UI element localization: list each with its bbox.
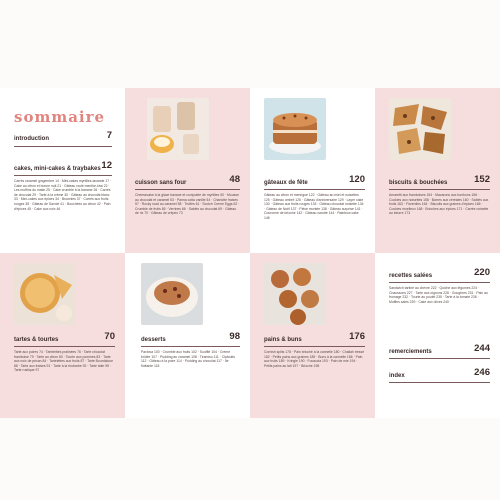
section-fete-rule: [264, 189, 365, 190]
section-sales-rule: [389, 282, 490, 283]
section-desserts-entries: Pavlova 100 · Crumble aux fruits 102 · Soufflé 104 · Crème brûlée 107 · Pudding au caramel 108 · Tiramisu 111 · Clafoutis 112 · Gâteau à la poire 114 · Pudding au chocolat 117 · Île flottante 118: [141, 350, 235, 368]
section-cakes-label: cakes, mini-cakes & traybakes: [14, 166, 101, 172]
section-tartes-page: 70: [104, 331, 115, 342]
section-biscuits-entries: Amaretti aux framboises 154 · Macarons aux bonbons 156 · Cookies aux noisettes 158 · Barres aux céréales 160 · Sablés aux fruits 163 · Florentins 164 · Biscuits aux graines d'épices 166 · Cookies moelleux 168 · Brioches aux épices 171 · Carrés noisette au beurre 173: [389, 193, 489, 216]
section-cuisson-page: 48: [229, 174, 240, 185]
index-page: 246: [474, 367, 490, 378]
tart-image: [14, 263, 76, 325]
section-tartes-rule: [14, 346, 115, 347]
tartes-photo: [14, 263, 76, 325]
biscuits-image: [389, 98, 451, 160]
panel-sales: [375, 253, 500, 418]
panel-pains: [250, 253, 375, 418]
section-pains-page: 176: [349, 331, 365, 342]
section-cakes-page: 12: [101, 160, 112, 171]
intro-label: introduction: [14, 136, 49, 142]
desserts-photo: [141, 263, 203, 325]
intro-column: [0, 88, 125, 253]
intro-page: 7: [106, 130, 112, 141]
section-fete-entries: Gâteau au citron et meringue 122 · Gâteau au miel et noisettes 125 · Gâteau ombré 126 · Gâteau d'anniversaire 129 · Layer cake 130 · Gâteau aux fruits rouges 133 · Gâteau chocolat noisette 134 · Gâteau de Noël 137 · Pièce montée 138 · Gâteau surprise 141 · Couronne de brioche 142 · Gâteau carotte 144 · Rainbow cake 146: [264, 193, 364, 220]
section-biscuits-label[interactable]: biscuits & bouchées: [389, 180, 448, 186]
index-label[interactable]: index: [389, 373, 405, 379]
remerciements-page: 244: [474, 343, 490, 354]
panel-biscuits: [375, 88, 500, 253]
section-biscuits-page: 152: [474, 174, 490, 185]
biscuits-photo: [389, 98, 451, 160]
section-desserts-label[interactable]: desserts: [141, 337, 166, 343]
section-cuisson-label[interactable]: cuisson sans four: [135, 180, 187, 186]
cuisson-photo: [147, 98, 209, 160]
panel-fete: [250, 88, 375, 253]
section-sales-page: 220: [474, 267, 490, 278]
section-sales-entries: Sandwich tartiné au chèvre 222 · Quiche aux légumes 224 · Chaussons 227 · Tarte aux oignons 228 · Gougères 231 · Pain au fromage 232 · Tourte au poulet 235 · Tarte à la tomate 236 · Muffins salés 239 · Cake aux olives 240: [389, 286, 488, 304]
panel-tartes: [0, 253, 125, 418]
index-rule: [389, 382, 490, 383]
intro-rule: [14, 146, 112, 147]
section-fete-page: 120: [349, 174, 365, 185]
panel-cuisson: [125, 88, 250, 253]
section-desserts-rule: [141, 346, 240, 347]
section-biscuits-rule: [389, 189, 490, 190]
remerciements-label[interactable]: remerciements: [389, 349, 432, 355]
remerciements-rule: [389, 358, 490, 359]
section-pains-rule: [264, 346, 365, 347]
section-fete-label[interactable]: gâteaux de fête: [264, 180, 308, 186]
section-tartes-entries: Tarte aux poires 74 · Tartelettes pralinées 76 · Tarte chocolat framboise 79 · Tarte au citron 80 · Tourte aux pommes 83 · Tarte aux noix de pécan 84 · Tartelettes aux fruits 87 · Tarte Bourdaloue 88 · Tarte aux fraises 91 · Tarte à la rhubarbe 92 · Tarte tatin 95 · Tarte rustique 97: [14, 350, 114, 373]
panel-desserts: [125, 253, 250, 418]
section-cakes-rule: [14, 175, 112, 176]
section-pains-label[interactable]: pains & buns: [264, 337, 302, 343]
section-cakes-entries: Carrés caramel gingembre 14 · Mini-cakes myrtilles-lavande 17 · Cake au citron et bonne nuit 21 · Gâteau roulé menthe-kiwi 22 · Les muffins du matin 25 · Cake crumble à la banane 26 · Carrés de chocolat 29 · Tarte à la crème 30 · Gâteau au chocolat blanc 33 · Mini-cakes aux épices 34 · Brownies 37 · Carrés aux fruits rouges 38 · Gâteau de Savoie 41 · Bouchées au citron 42 · Pain d'épices 45 · Cake aux noix 46: [14, 179, 112, 211]
buns-image: [264, 263, 326, 325]
section-tartes-label[interactable]: tartes & tourtes: [14, 337, 59, 343]
fete-photo: [264, 98, 326, 160]
layer-cake-image: [264, 98, 326, 160]
drinks-image: [147, 98, 209, 160]
section-sales-label[interactable]: recettes salées: [389, 273, 433, 279]
section-pains-entries: Cornish splits 178 · Pain brioché à la cannelle 180 · Challah tressé 182 · Petits pains aux graines 185 · Buns à la cannelle 186 · Pain aux fruits 189 · Kringle 190 · Focaccia 193 · Pain de mie 194 · Petits pains au lait 197 · Brioche 198: [264, 350, 365, 368]
section-desserts-page: 98: [229, 331, 240, 342]
pains-photo: [264, 263, 326, 325]
section-cuisson-entries: Cheesecake à la glace banane et compotée de myrtilles 50 · Mousse au chocolat et caramel 53 · Panna cotta vanille 54 · Charlotte fraises 57 · Rocky road au caramel 58 · Truffes 61 · Scotch Creme Eggs 62 · Crumble de fruits 65 · Verrines 66 · Sablés au chocolat 69 · Gâteau de riz 70 · Gâteau de crêpes 73: [135, 193, 240, 216]
section-cuisson-rule: [135, 189, 240, 190]
pavlova-image: [141, 263, 203, 325]
toc-title: sommaire: [14, 108, 106, 126]
